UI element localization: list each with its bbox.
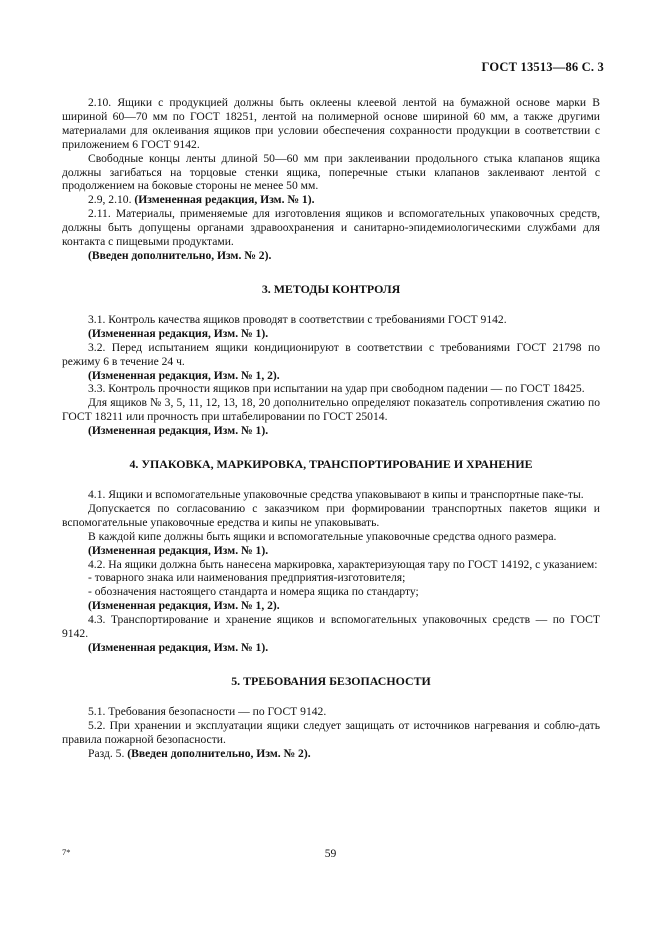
amendment-note: (Введен дополнительно, Изм. № 2). <box>88 248 272 262</box>
section-heading-3: 3. МЕТОДЫ КОНТРОЛЯ <box>261 281 401 296</box>
document-body <box>62 96 600 761</box>
paragraph-3-1: 3.1. Контроль качества ящиков проводят в соответствии с требованиями ГОСТ 9142. <box>88 312 507 326</box>
amendment-ref: 2.9, 2.10. <box>88 193 132 207</box>
paragraph-tape-ends: Свободные концы ленты длиной 50—60 мм при заклеивании продольного стыка клапанов ящика должны загибаться на торцовые стенки ящика, поперечные стыки клапанов заклеивают лентой с продолжением на боковые стороны не менее 50 мм. <box>62 151 600 193</box>
list-item: - товарного знака или наименования предприятия-изготовителя; <box>88 571 406 585</box>
paragraph-2-10: 2.10. Ящики с продукцией должны быть оклеены клеевой лентой на бумажной основе марки В шириной 60—70 мм по ГОСТ 18251, лентой на полимерной основе шириной 60 мм, а также другими материалами для оклеивания ящиков при условии обеспечения сохранности продукции в соответствии с приложением 6 ГОСТ 9142. <box>62 96 600 151</box>
paragraph-3-3: 3.3. Контроль прочности ящиков при испытании на удар при свободном падении — по ГОСТ 18425. <box>88 382 585 396</box>
paragraph-5-1: 5.1. Требования безопасности — по ГОСТ 9142. <box>88 704 327 718</box>
paragraph-4-1-allowance: Допускается по согласованию с заказчиком при формировании транспортных пакетов ящики и вспомогательные упаковочные ередства и кипы не упаковывать. <box>62 501 600 529</box>
paragraph-4-3: 4.3. Транспортирование и хранение ящиков и вспомогательных упаковочных средств — по ГОСТ 9142. <box>62 613 600 641</box>
section-heading-4: 4. УПАКОВКА, МАРКИРОВКА, ТРАНСПОРТИРОВАНИЕ И ХРАНЕНИЕ <box>129 457 533 472</box>
amendment-note: (Измененная редакция, Изм. № 1, 2). <box>88 368 280 382</box>
amendment-note: (Измененная редакция, Изм. № 1). <box>88 641 269 654</box>
amendment-note <box>62 193 600 207</box>
paragraph-5-2: 5.2. При хранении и эксплуатации ящики следует защищать от источников нагревания и соблю-дать правила пожарной безопасности. <box>62 718 600 746</box>
amendment-bold: (Введен дополнительно, Изм. № 2). <box>127 746 311 760</box>
list-item: - обозначения настоящего стандарта и номера ящика по стандарту; <box>88 585 419 599</box>
paragraph-4-1-size: В каждой кипе должны быть ящики и вспомогательные упаковочные средства одного размера. <box>88 529 557 543</box>
paragraph-3-3-boxes: Для ящиков № 3, 5, 11, 12, 13, 18, 20 дополнительно определяют показатель сопротивления сжатию по ГОСТ 18211 или прочность при штабелировании по ГОСТ 25014. <box>62 396 600 424</box>
sheet-mark: 7* <box>62 847 71 857</box>
paragraph-4-1: 4.1. Ящики и вспомогательные упаковочные средства упаковывают в кипы и транспортные паке-ты. <box>88 488 584 502</box>
section-ref: Разд. 5. <box>88 746 125 760</box>
section-5-note <box>62 747 600 761</box>
page-number: 59 <box>324 847 337 860</box>
paragraph-3-2: 3.2. Перед испытанием ящики кондиционируют в соответствии с требованиями ГОСТ 21798 по режиму 6 в течение 24 ч. <box>62 340 600 368</box>
paragraph-4-2: 4.2. На ящики должна быть нанесена маркировка, характеризующая тару по ГОСТ 14192, с указанием: <box>88 557 598 571</box>
paragraph-2-11: 2.11. Материалы, применяемые для изготовления ящиков и вспомогательных упаковочных средств, должны быть допущены органами здравоохранения и санитарно-эпидемиологическими службами для контакта с пищевыми продуктами. <box>62 207 600 249</box>
amendment-note: (Измененная редакция, Изм. № 1). <box>88 424 269 438</box>
amendment-note: (Измененная редакция, Изм. № 1). <box>88 326 269 340</box>
amendment-bold: (Измененная редакция, Изм. № 1). <box>134 193 315 207</box>
document-header: ГОСТ 13513—86 С. 3 <box>481 60 604 74</box>
amendment-note: (Измененная редакция, Изм. № 1, 2). <box>88 599 280 613</box>
amendment-note: (Измененная редакция, Изм. № 1). <box>88 543 269 557</box>
section-heading-5: 5. ТРЕБОВАНИЯ БЕЗОПАСНОСТИ <box>231 673 431 688</box>
